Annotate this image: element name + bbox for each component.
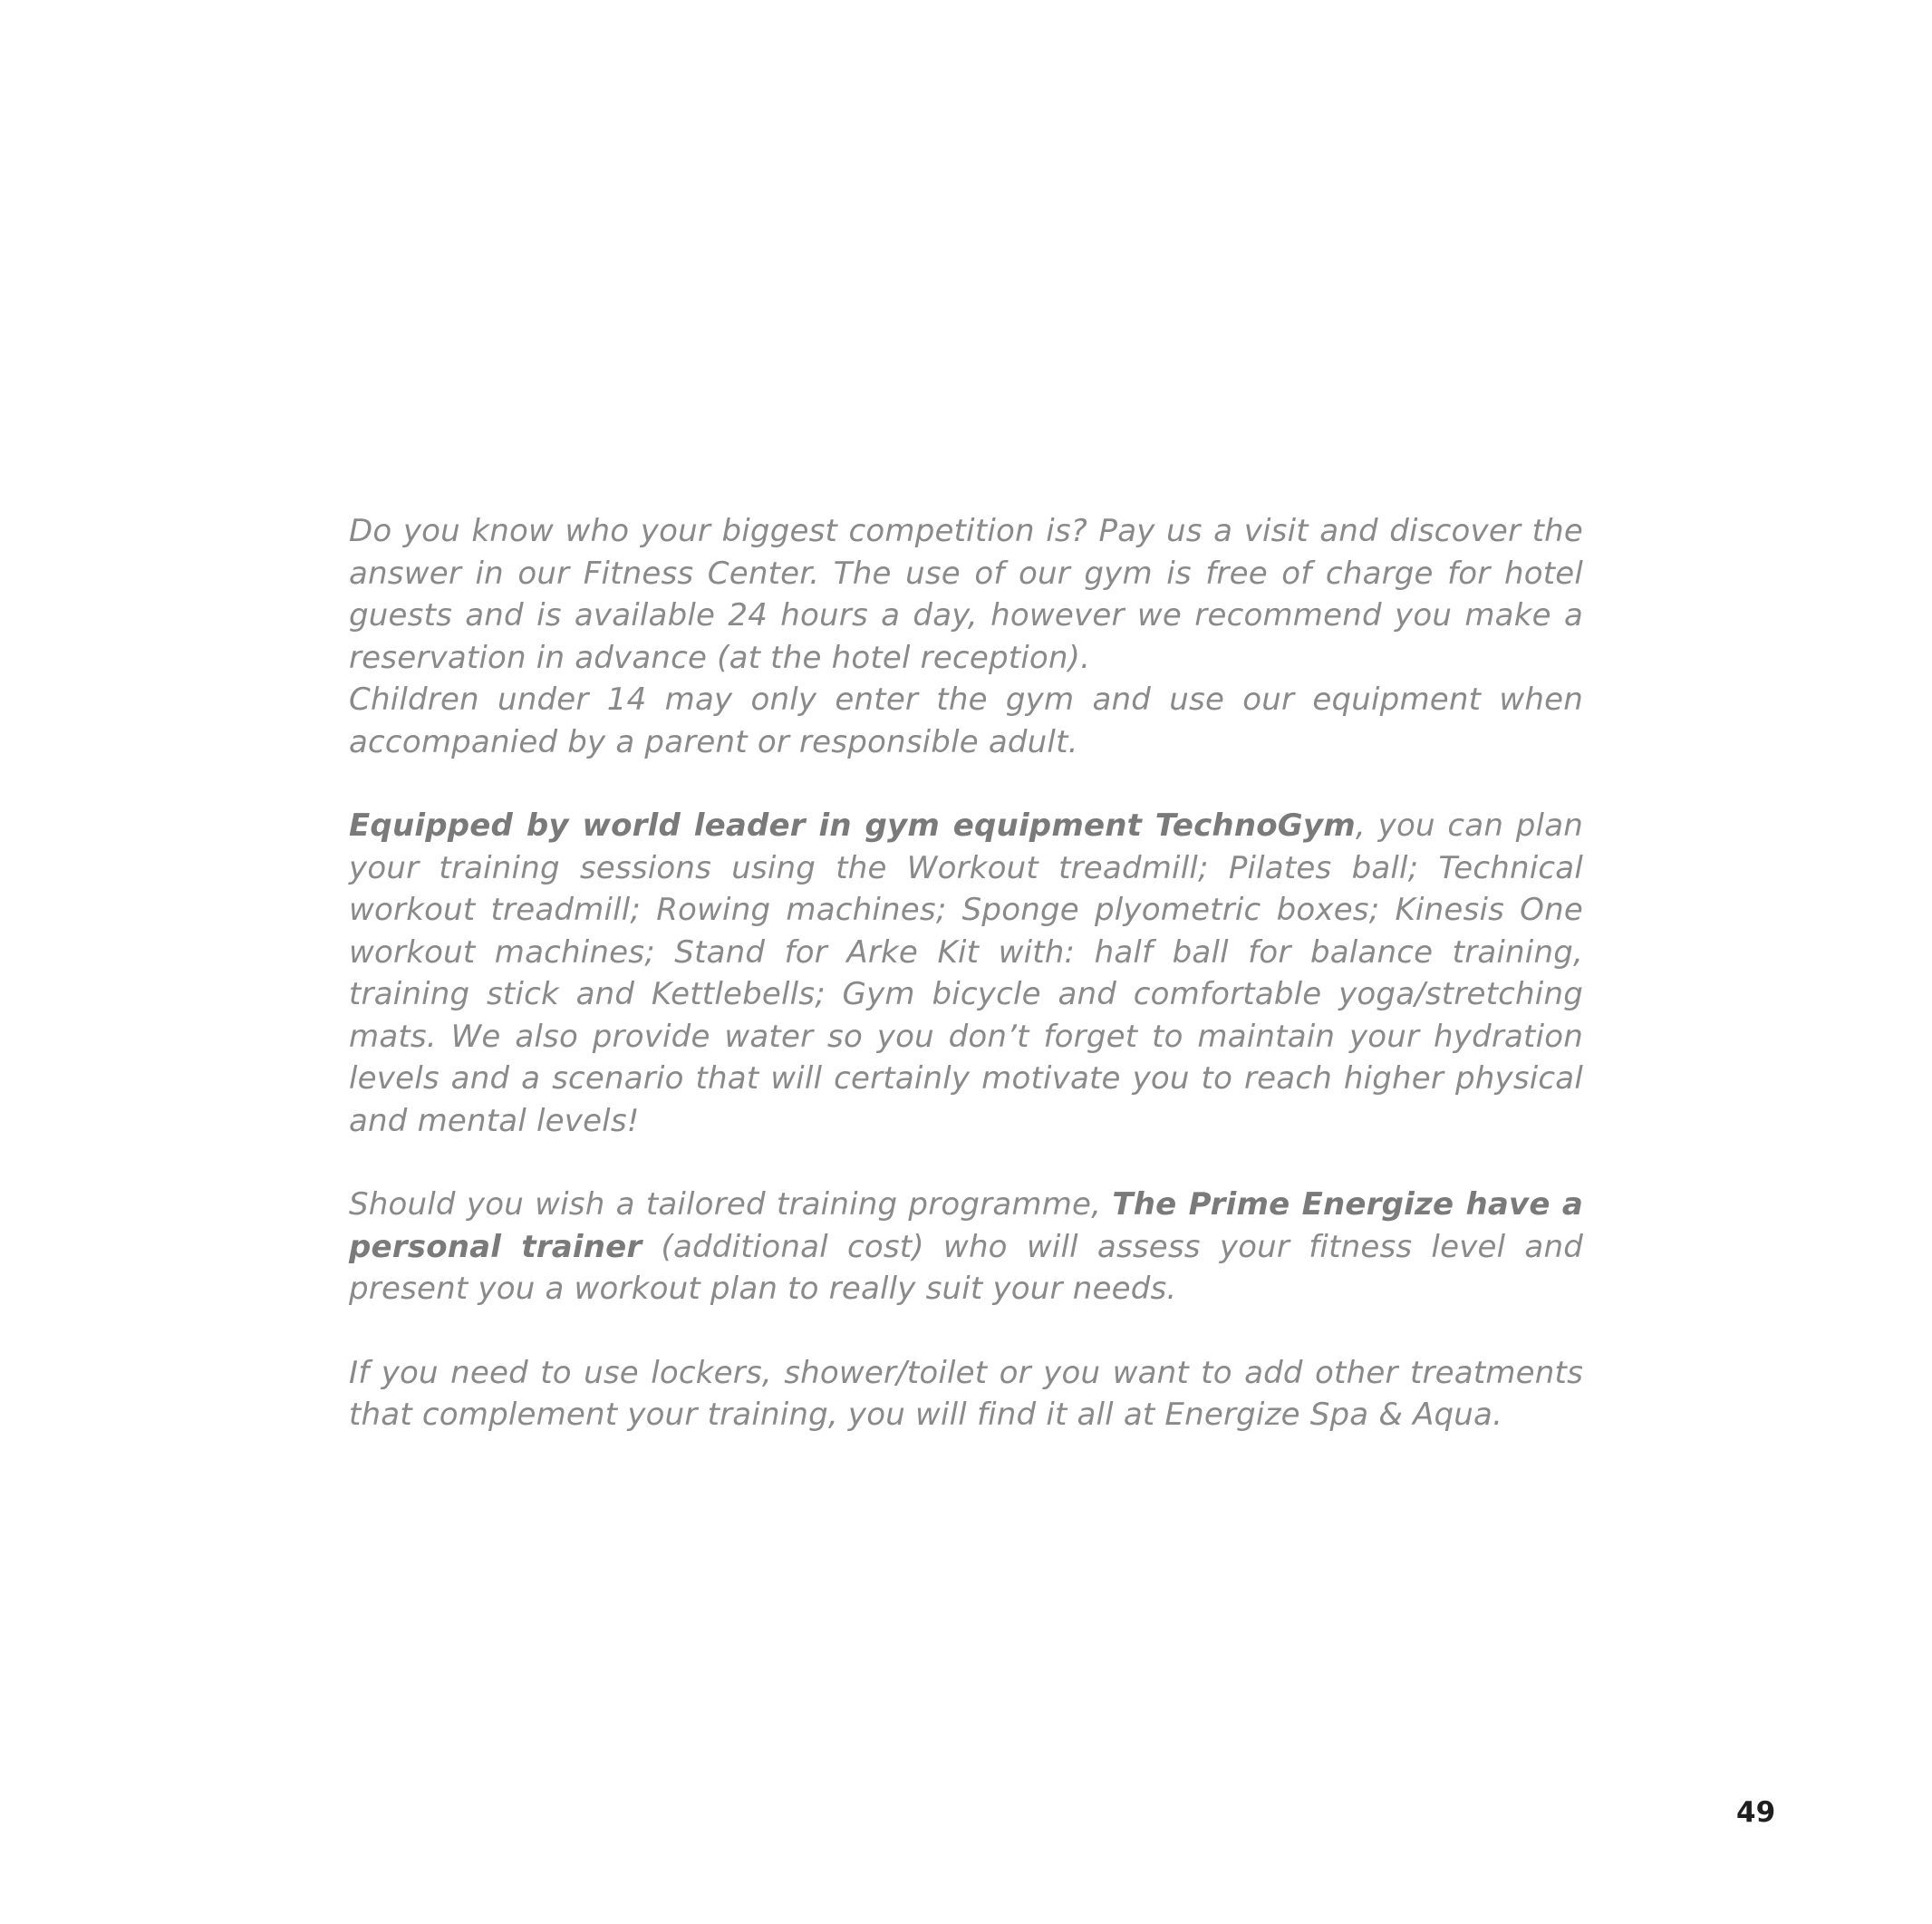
- trainer-text-before: Should you wish a tailored training programme,: [349, 1186, 1113, 1223]
- trainer-paragraph: [349, 1184, 1583, 1310]
- page-number: 49: [1736, 1796, 1776, 1829]
- trainer-bold-text: The Prime Energize have a personal trainer: [349, 1186, 1584, 1265]
- body-text: [349, 510, 1583, 1436]
- equipment-text: , you can plan your training sessions using the Workout treadmill; Pilates ball; Technical workout treadmill; Rowing machines; Sponge plyometric boxes; Kinesis One workout machines; Stand for Arke Kit with: half ball for balance training, training stick and Kettlebells; Gym bicycle and comfortable yoga/stretching mats. We also provide water so you don’t forget to maintain your hydration levels and a scenario that will certainly motivate you to reach higher physical and mental levels!: [349, 807, 1583, 1139]
- paragraph-spacer: [349, 763, 1583, 805]
- children-paragraph: Children under 14 may only enter the gym and use our equipment when accompanied by a parent or responsible adult.: [349, 682, 1583, 760]
- paragraph-spacer: [349, 1310, 1583, 1352]
- equipment-paragraph: [349, 805, 1583, 1142]
- paragraph-spacer: [349, 1142, 1583, 1184]
- lockers-paragraph: If you need to use lockers, shower/toilet or you want to add other treatments that complement your training, you will find it all at Energize Spa & Aqua.: [349, 1354, 1583, 1433]
- intro-paragraph: Do you know who your biggest competition is? Pay us a visit and discover the answer in our Fitness Center. The use of our gym is free of charge for hotel guests and is available 24 hours a day, however we recommend you make a reservation in advance (at the hotel reception).: [349, 513, 1583, 676]
- equipment-bold-text: Equipped by world leader in gym equipment TechnoGym: [349, 807, 1356, 844]
- trainer-text-after: (additional cost) who will assess your fitness level and present you a workout plan to really suit your needs.: [349, 1228, 1583, 1307]
